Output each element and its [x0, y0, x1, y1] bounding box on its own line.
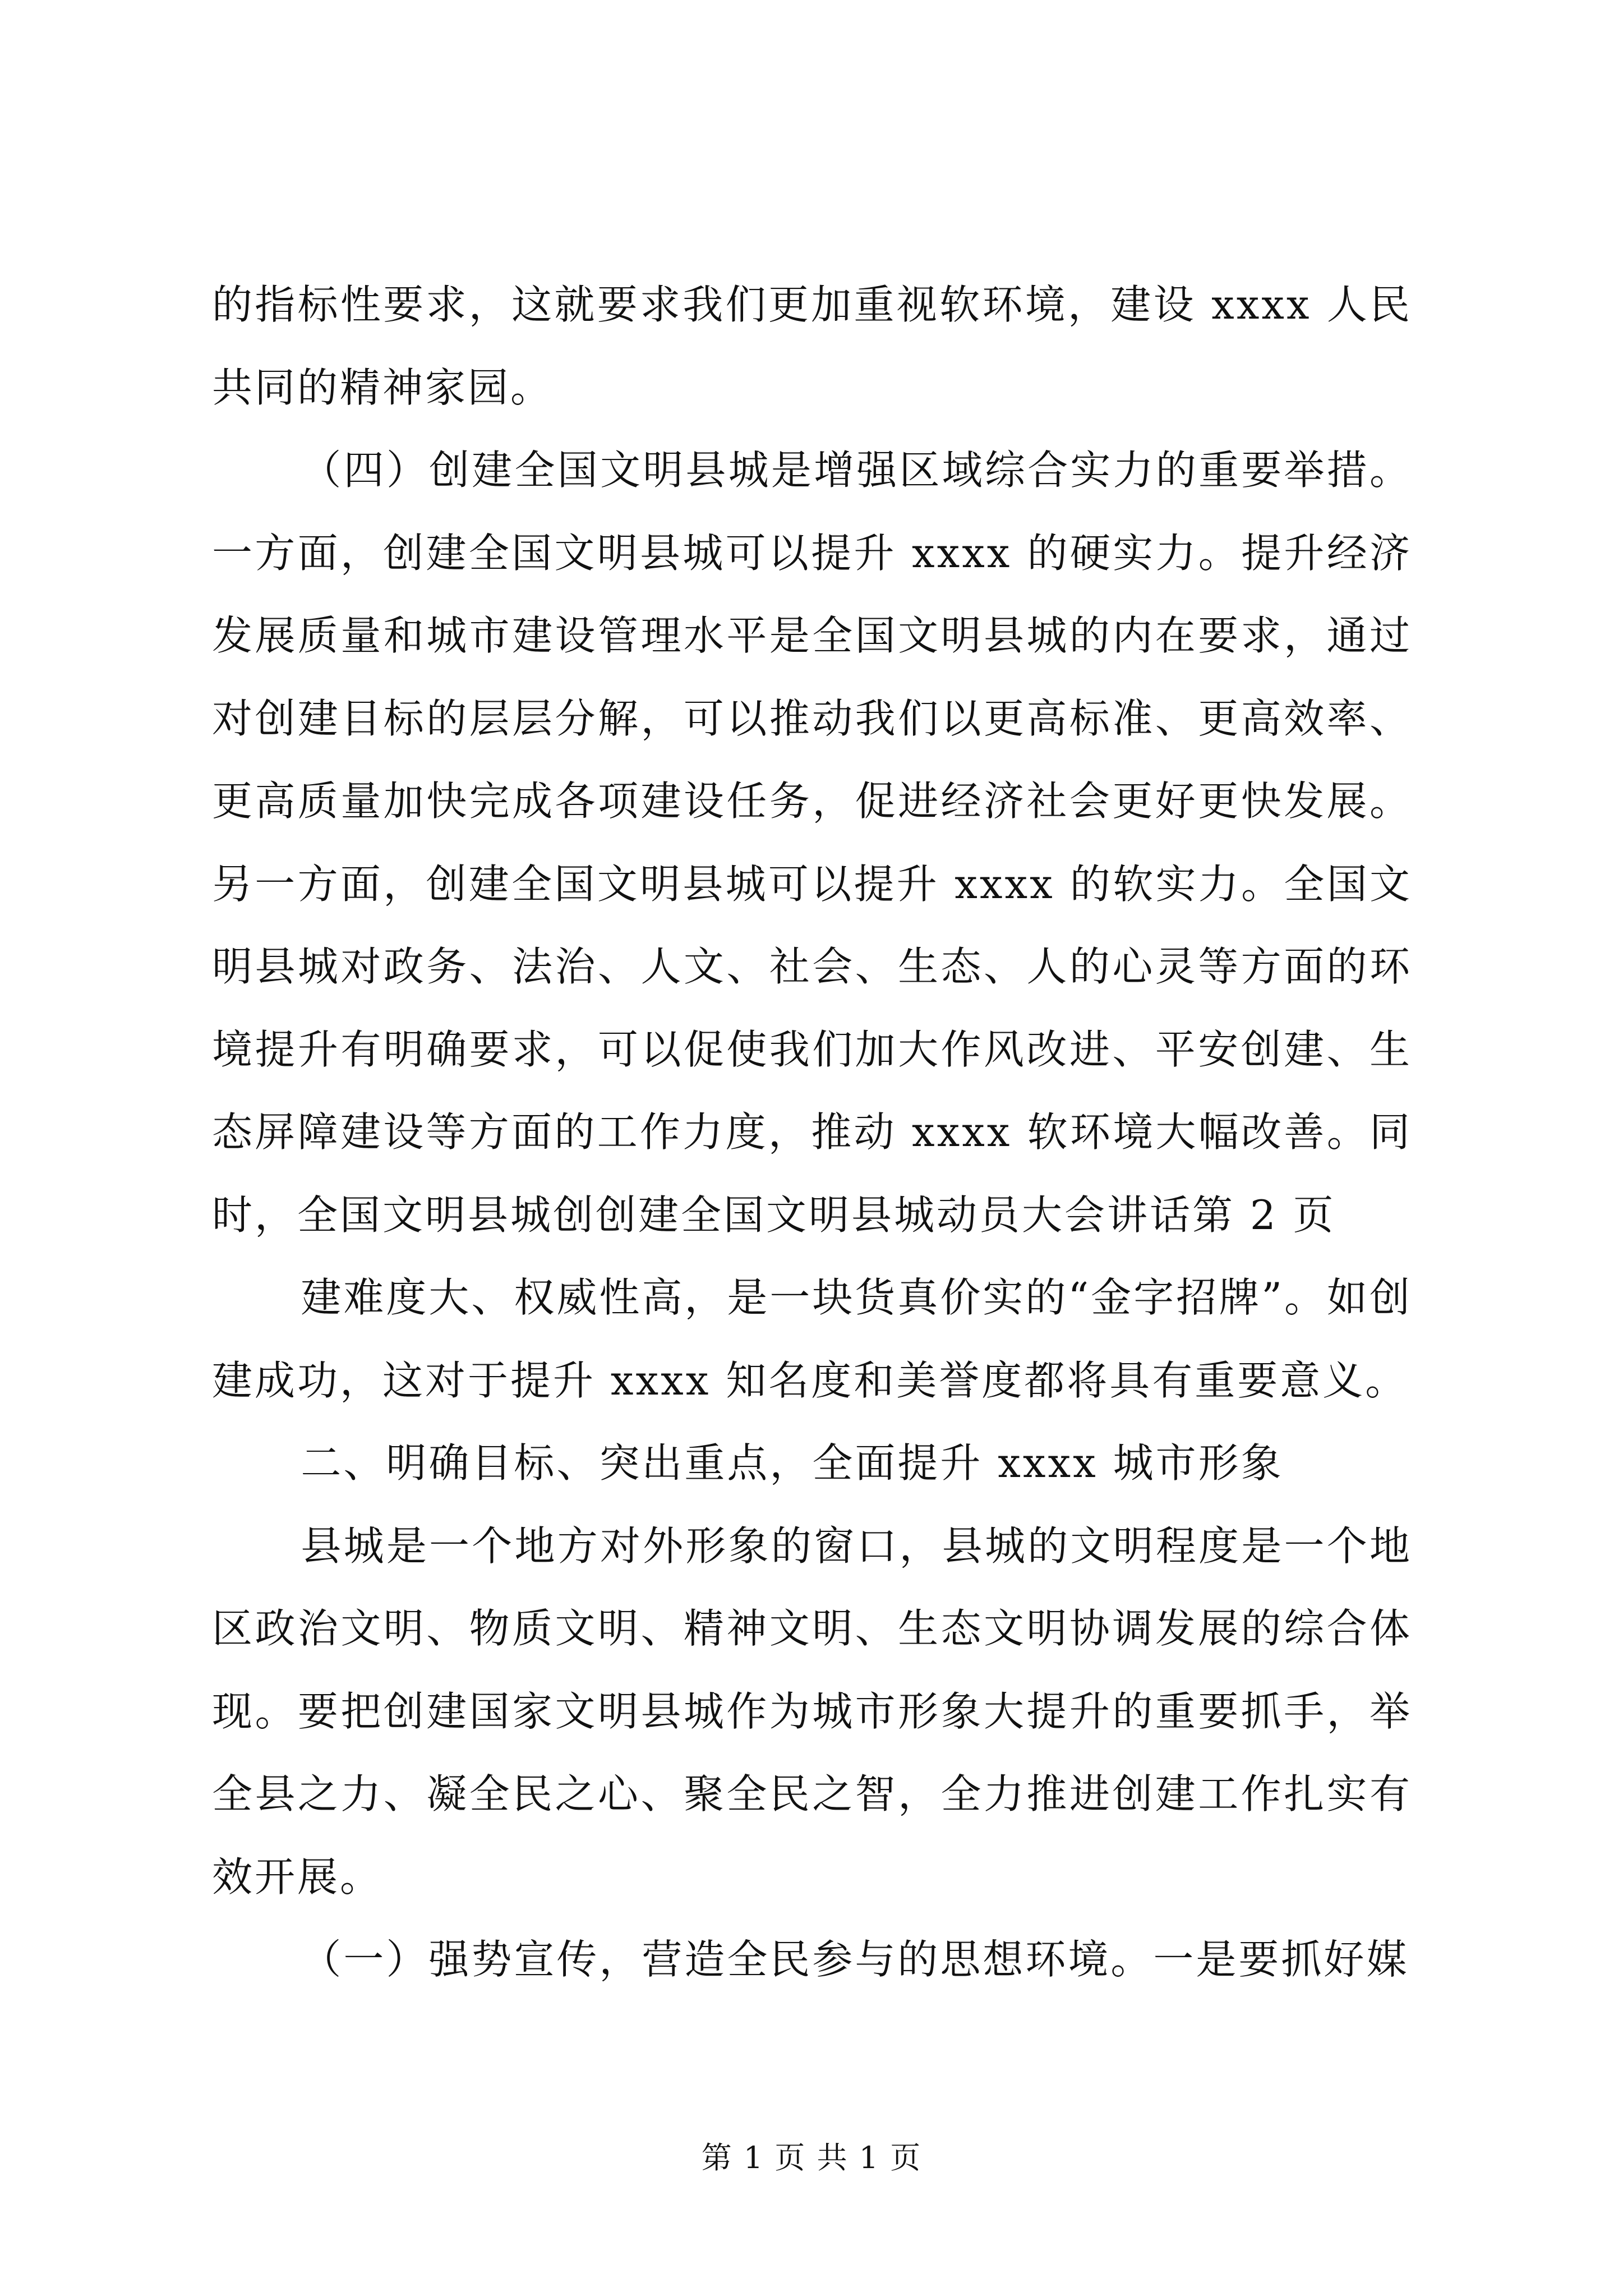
- paragraph-golden-sign: 建难度大、权威性高，是一块货真价实的“金字招牌”。如创建成功，这对于提升 xxxx 知名度和美誉度都将具有重要意义。: [212, 1274, 1413, 1404]
- paragraph-county-image: 县城是一个地方对外形象的窗口，县城的文明程度是一个地区政治文明、物质文明、精神文明、生态文明协调发展的综合体现。要把创建国家文明县城作为城市形象大提升的重要抓手，举全县之力、凝全民之心、聚全民之智，全力推进创建工作扎实有效开展。: [212, 1522, 1412, 1901]
- document-body: [212, 264, 1412, 2001]
- page-number-footer: 第 1 页 共 1 页: [701, 2140, 922, 2175]
- section-heading-two: 二、明确目标、突出重点，全面提升 xxxx 城市形象: [301, 1439, 1284, 1487]
- paragraph-continuation: 的指标性要求，这就要求我们更加重视软环境，建设 xxxx 人民共同的精神家园。: [212, 281, 1412, 411]
- paragraph-publicity: （一）强势宣传，营造全民参与的思想环境。一是要抓好媒: [301, 1936, 1409, 1983]
- paragraph-section-four: （四）创建全国文明县城是增强区域综合实力的重要举措。一方面，创建全国文明县城可以提升 xxxx 的硬实力。提升经济发展质量和城市建设管理水平是全国文明县城的内在要求，通过对创建目标的层层分解，可以推动我们以更高标准、更高效率、更高质量加快完成各项建设任务，促进经济社会更好更快发展。另一方面，创建全国文明县城可以提升 xxxx 的软实力。全国文明县城对政务、法治、人文、社会、生态、人的心灵等方面的环境提升有明确要求，可以促使我们加大作风改进、平安创建、生态屏障建设等方面的工作力度，推动 xxxx 软环境大幅改善。同时，全国文明县城创创建全国文明县城动员大会讲话第 2 页: [212, 447, 1412, 1239]
